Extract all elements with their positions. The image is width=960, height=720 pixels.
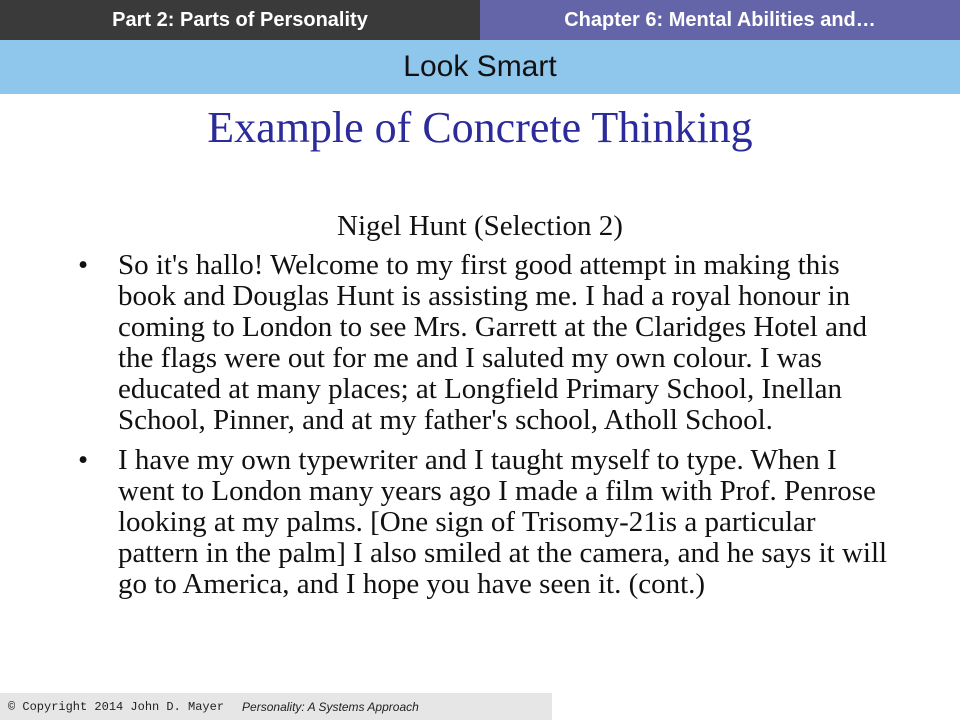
book-title: Personality: A Systems Approach [242,699,419,714]
copyright-text: © Copyright 2014 John D. Mayer [8,699,225,714]
bullet-dot-icon: • [78,444,89,476]
slide-title: Example of Concrete Thinking [207,103,753,152]
top-header-bar [0,0,960,40]
bullet-item [78,250,898,436]
section-banner: Look Smart [0,40,960,94]
chapter-label: Chapter 6: Mental Abilities and… [480,0,960,40]
bullet-text: I have my own typewriter and I taught myself to type. When I went to London many years ago I made a film with Prof. Penrose looking at my palms. [One sign of Trisomy-21is a particular pattern in the palm] I also smiled at the camera, and he says it will go to America, and I hope you have seen it. (cont.) [118,444,888,600]
part-label: Part 2: Parts of Personality [0,0,480,40]
bullet-list [78,250,898,609]
bullet-dot-icon: • [78,249,89,281]
slide-subtitle: Nigel Hunt (Selection 2) [337,210,623,242]
bullet-item [78,445,898,600]
footer-bar [0,693,552,720]
bullet-text: So it's hallo! Welcome to my first good attempt in making this book and Douglas Hunt is assisting me. I had a royal honour in coming to London to see Mrs. Garrett at the Claridges Hotel and the flags were out for me and I saluted my own colour. I was educated at many places; at Longfield Primary School, Inellan School, Pinner, and at my father's school, Atholl School. [118,249,867,436]
